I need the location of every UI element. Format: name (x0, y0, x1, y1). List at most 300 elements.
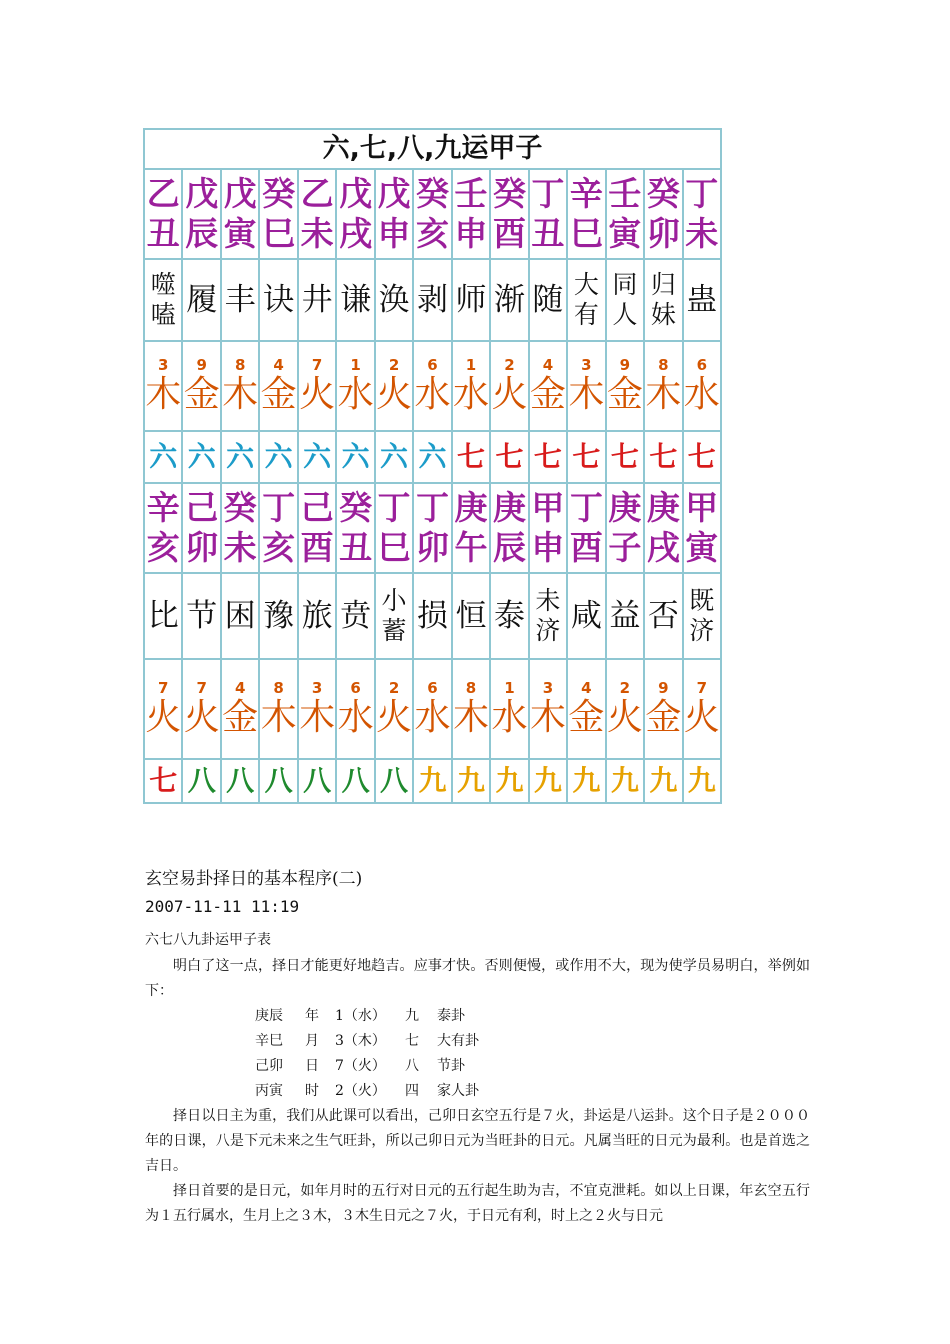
gua-yun: 九 (610, 764, 639, 797)
gua-name-cell (453, 260, 491, 340)
gua-char: 履 (186, 282, 218, 318)
yun-cell (453, 760, 491, 802)
wuxing-element: 水 (414, 373, 451, 415)
wuxing-element: 木 (222, 373, 259, 415)
gua-char: 妹 (650, 300, 676, 329)
number-element-cell (645, 342, 683, 430)
gua-name-cell (260, 260, 298, 340)
gua-char: 豫 (263, 598, 295, 634)
ganzhi-branch: 丑 (339, 528, 373, 567)
wuxing-element: 木 (529, 696, 566, 738)
gua-yun: 九 (495, 764, 524, 797)
gua-yun: 六 (341, 440, 370, 473)
ganzhi-cell (145, 170, 183, 258)
gua-char: 济 (689, 616, 715, 645)
yun-cell (376, 432, 414, 482)
yun-cell (222, 760, 260, 802)
number-element-cell (607, 342, 645, 430)
gua-name-cell (568, 574, 606, 658)
gua-yun: 九 (456, 764, 485, 797)
wuxing-element: 水 (414, 696, 451, 738)
gua-name-cell (145, 260, 183, 340)
yun-cell (607, 432, 645, 482)
number-element-cell (568, 660, 606, 758)
xuankong-number: 3 (311, 678, 323, 697)
ganzhi-branch: 酉 (492, 214, 526, 253)
gua-name-cell (530, 574, 568, 658)
ganzhi-cell (607, 484, 645, 572)
yun-cell (299, 760, 337, 802)
yun-cell (337, 760, 375, 802)
gua-char: 大 (573, 270, 599, 299)
gua-char: 同 (612, 270, 638, 299)
wuxing-element: 水 (491, 696, 528, 738)
case-gua: 大有卦 (437, 1033, 479, 1049)
number-element-cell (684, 342, 720, 430)
ganzhi-branch: 辰 (185, 214, 219, 253)
xuankong-number: 3 (581, 355, 592, 374)
wuxing-element: 火 (145, 696, 182, 738)
yun-cell (376, 760, 414, 802)
yun-cell (491, 760, 529, 802)
ganzhi-cell (260, 484, 298, 572)
gua-yun: 九 (687, 764, 716, 797)
ganzhi-branch: 未 (223, 528, 257, 567)
example-case-row (145, 1054, 810, 1079)
number-element-cell (299, 660, 337, 758)
ganzhi-stem: 癸 (339, 488, 373, 527)
xuankong-number: 2 (388, 678, 400, 697)
gua-yun: 七 (572, 440, 601, 473)
ganzhi-cell (568, 484, 606, 572)
ganzhi-cell (376, 170, 414, 258)
xuankong-number: 6 (696, 355, 708, 374)
gua-char: 恒 (455, 598, 487, 634)
wuxing-element: 金 (645, 696, 682, 738)
gua-char: 涣 (378, 282, 410, 318)
gua-char: 蛊 (686, 282, 718, 318)
wuxing-element: 火 (606, 696, 643, 738)
gua-char: 有 (573, 300, 599, 329)
xuankong-number: 1 (465, 355, 477, 374)
row-yun-1 (145, 432, 720, 484)
ganzhi-branch: 午 (454, 528, 488, 567)
gua-char: 谦 (340, 282, 372, 318)
ganzhi-stem: 癸 (646, 174, 680, 213)
case-gua: 家人卦 (437, 1083, 479, 1099)
case-unit: 年 (305, 1008, 319, 1024)
wuxing-element: 木 (260, 696, 297, 738)
case-unit: 时 (305, 1083, 319, 1099)
case-yun: 七 (405, 1033, 419, 1049)
gua-yun: 七 (495, 440, 524, 473)
ganzhi-cell (568, 170, 606, 258)
number-element-cell (299, 342, 337, 430)
ganzhi-stem: 丁 (416, 488, 450, 527)
xuankong-number: 8 (273, 678, 284, 697)
ganzhi-stem: 庚 (454, 488, 488, 527)
gua-name-cell (645, 574, 683, 658)
xuankong-number: 4 (542, 355, 554, 374)
xuankong-number: 7 (196, 678, 207, 697)
yun-cell (530, 760, 568, 802)
gua-name-cell (183, 574, 221, 658)
wuxing-element: 金 (568, 696, 605, 738)
number-element-cell (684, 660, 720, 758)
gua-char: 节 (186, 598, 218, 634)
gua-char: 泰 (493, 598, 525, 634)
xuankong-number: 9 (196, 355, 207, 374)
ganzhi-cell (183, 170, 221, 258)
ganzhi-cell (607, 170, 645, 258)
row-ganzhi-1 (145, 170, 720, 260)
wuxing-element: 木 (145, 373, 182, 415)
row-ganzhi-2 (145, 484, 720, 574)
case-gua: 泰卦 (437, 1008, 465, 1024)
ganzhi-stem: 戊 (185, 174, 219, 213)
ganzhi-stem: 丁 (569, 488, 603, 527)
xuankong-number: 3 (542, 678, 554, 697)
yun-cell (684, 760, 720, 802)
number-element-cell (530, 342, 568, 430)
case-unit: 日 (305, 1058, 319, 1074)
xuankong-number: 7 (158, 678, 169, 697)
wuxing-element: 金 (183, 373, 220, 415)
case-number: 3（木） (335, 1033, 386, 1049)
number-element-cell (645, 660, 683, 758)
ganzhi-stem: 癸 (416, 174, 450, 213)
number-element-cell (376, 342, 414, 430)
ganzhi-branch: 申 (377, 214, 411, 253)
gua-name-cell (491, 574, 529, 658)
ganzhi-cell (222, 484, 260, 572)
gua-name-cell (222, 260, 260, 340)
gua-yun: 八 (226, 764, 255, 797)
ganzhi-branch: 寅 (223, 214, 257, 253)
gua-name-cell (337, 574, 375, 658)
ganzhi-branch: 卯 (185, 528, 219, 567)
gua-name-cell (607, 574, 645, 658)
gua-name-cell (568, 260, 606, 340)
ganzhi-cell (684, 484, 720, 572)
gua-yun: 六 (264, 440, 293, 473)
ganzhi-stem: 戊 (339, 174, 373, 213)
ganzhi-branch: 丑 (531, 214, 565, 253)
number-element-cell (183, 342, 221, 430)
gua-name-cell (183, 260, 221, 340)
ganzhi-stem: 丁 (685, 174, 719, 213)
number-element-cell (491, 660, 529, 758)
gua-name-cell (684, 574, 720, 658)
gua-name-cell (414, 574, 452, 658)
ganzhi-cell (260, 170, 298, 258)
ganzhi-branch: 寅 (685, 528, 719, 567)
number-element-cell (222, 342, 260, 430)
wuxing-element: 火 (491, 373, 528, 415)
ganzhi-branch: 申 (454, 214, 488, 253)
xuankong-number: 6 (427, 355, 438, 374)
number-element-cell (145, 660, 183, 758)
ganzhi-cell (684, 170, 720, 258)
gua-name-cell (607, 260, 645, 340)
ganzhi-stem: 乙 (300, 174, 334, 213)
gua-yun: 九 (572, 764, 601, 797)
yun-cell (260, 760, 298, 802)
case-ganzhi: 庚辰 (255, 1008, 283, 1024)
case-number: 2（火） (335, 1083, 386, 1099)
gua-char: 噬 (150, 270, 176, 299)
ganzhi-cell (645, 170, 683, 258)
example-case-row (145, 1079, 810, 1104)
ganzhi-branch: 寅 (608, 214, 642, 253)
ganzhi-cell (645, 484, 683, 572)
ganzhi-stem: 甲 (531, 488, 565, 527)
row-number-2 (145, 660, 720, 760)
gua-char: 咸 (570, 598, 602, 634)
ganzhi-stem: 乙 (146, 174, 180, 213)
gua-char: 损 (417, 598, 449, 634)
wuxing-element: 水 (452, 373, 489, 415)
wuxing-element: 木 (299, 696, 336, 738)
ganzhi-branch: 酉 (300, 528, 334, 567)
gua-char: 益 (609, 598, 641, 634)
wuxing-element: 火 (683, 696, 720, 738)
ganzhi-stem: 辛 (569, 174, 603, 213)
yun-cell (684, 432, 720, 482)
ganzhi-cell (491, 170, 529, 258)
article-title: 玄空易卦择日的基本程序(二) (145, 869, 363, 889)
xuankong-number: 1 (350, 355, 361, 374)
gua-char: 蓄 (381, 616, 407, 645)
gua-yun: 六 (380, 440, 409, 473)
gua-char: 嗑 (150, 300, 176, 329)
row-gua-2 (145, 574, 720, 660)
gua-char: 比 (147, 598, 179, 634)
yun-cell (145, 760, 183, 802)
example-case-row (145, 1029, 810, 1054)
gua-char: 人 (612, 300, 638, 329)
ganzhi-cell (337, 170, 375, 258)
ganzhi-stem: 庚 (608, 488, 642, 527)
ganzhi-cell (376, 484, 414, 572)
ganzhi-branch: 未 (300, 214, 334, 253)
wuxing-element: 火 (183, 696, 220, 738)
number-element-cell (260, 342, 298, 430)
ganzhi-cell (145, 484, 183, 572)
ganzhi-stem: 丁 (377, 488, 411, 527)
yun-cell (299, 432, 337, 482)
ganzhi-stem: 己 (185, 488, 219, 527)
xuankong-number: 8 (234, 355, 246, 374)
xuankong-number: 6 (350, 678, 361, 697)
xuankong-number: 2 (388, 355, 400, 374)
gua-name-cell (260, 574, 298, 658)
wuxing-element: 水 (337, 696, 374, 738)
ganzhi-stem: 丁 (262, 488, 296, 527)
gua-name-cell (376, 260, 414, 340)
gua-yun: 九 (418, 764, 447, 797)
yun-cell (568, 432, 606, 482)
xuankong-number: 7 (696, 678, 708, 697)
gua-name-cell (684, 260, 720, 340)
ganzhi-cell (414, 170, 452, 258)
case-unit: 月 (305, 1033, 319, 1049)
gua-char: 旅 (301, 598, 333, 634)
gua-yun: 六 (418, 440, 447, 473)
ganzhi-branch: 戌 (646, 528, 680, 567)
xuankong-number: 2 (504, 355, 515, 374)
gua-name-cell (299, 260, 337, 340)
ganzhi-stem: 甲 (685, 488, 719, 527)
gua-char: 济 (535, 616, 561, 645)
gua-char: 井 (301, 282, 333, 318)
case-number: 7（火） (335, 1058, 386, 1074)
gua-yun: 八 (187, 764, 216, 797)
ganzhi-stem: 壬 (608, 174, 642, 213)
gua-yun: 六 (303, 440, 332, 473)
gua-yun: 六 (187, 440, 216, 473)
ganzhi-stem: 辛 (146, 488, 180, 527)
xuankong-number: 4 (234, 678, 246, 697)
ganzhi-branch: 亥 (146, 528, 180, 567)
gua-char: 渐 (493, 282, 525, 318)
gua-yun: 七 (533, 440, 562, 473)
ganzhi-branch: 辰 (492, 528, 526, 567)
ganzhi-branch: 酉 (569, 528, 603, 567)
case-number: 1（水） (335, 1008, 386, 1024)
number-element-cell (530, 660, 568, 758)
ganzhi-cell (337, 484, 375, 572)
case-yun: 八 (405, 1058, 419, 1074)
number-element-cell (453, 342, 491, 430)
gua-yun: 八 (380, 764, 409, 797)
yun-cell (260, 432, 298, 482)
paragraph-principle: 择日首要的是日元，如年月时的五行对日元的五行起生助为吉，不宜克泄耗。如以上日课，年玄空五行为１五行属水，生月上之３木，３木生日元之７火，于日元有利，时上之２火与日元 (145, 1183, 810, 1224)
ganzhi-branch: 戌 (339, 214, 373, 253)
case-gua: 节卦 (437, 1058, 465, 1074)
ganzhi-cell (299, 484, 337, 572)
yun-cell (530, 432, 568, 482)
ganzhi-branch: 子 (608, 528, 642, 567)
number-element-cell (491, 342, 529, 430)
row-gua-1 (145, 260, 720, 342)
yun-cell (607, 760, 645, 802)
case-yun: 九 (405, 1008, 419, 1024)
yun-cell (222, 432, 260, 482)
ganzhi-cell (414, 484, 452, 572)
gua-name-cell (145, 574, 183, 658)
wuxing-element: 木 (645, 373, 682, 415)
ganzhi-cell (183, 484, 221, 572)
wuxing-element: 金 (222, 696, 259, 738)
paragraph-intro: 明白了这一点，择日才能更好地趋吉。应事才快。否则便慢，或作用不大，现为使学员易明白，举例如下： (145, 958, 810, 999)
wuxing-element: 金 (260, 373, 297, 415)
yun-cell (183, 760, 221, 802)
number-element-cell (414, 342, 452, 430)
gua-yun: 六 (226, 440, 255, 473)
case-yun: 四 (405, 1083, 419, 1099)
ganzhi-stem: 戊 (377, 174, 411, 213)
case-ganzhi: 丙寅 (255, 1083, 283, 1099)
gua-yun: 八 (303, 764, 332, 797)
xuankong-number: 6 (427, 678, 438, 697)
gua-yun: 七 (610, 440, 639, 473)
gua-name-cell (414, 260, 452, 340)
number-element-cell (183, 660, 221, 758)
gua-char: 否 (647, 598, 679, 634)
wuxing-element: 火 (299, 373, 336, 415)
gua-yun: 七 (649, 440, 678, 473)
gua-name-cell (299, 574, 337, 658)
gua-yun: 七 (149, 764, 178, 797)
gua-name-cell (491, 260, 529, 340)
wuxing-element: 木 (568, 373, 605, 415)
ganzhi-stem: 癸 (262, 174, 296, 213)
wuxing-element: 水 (337, 373, 374, 415)
number-element-cell (376, 660, 414, 758)
article (145, 868, 810, 1229)
gua-char: 随 (532, 282, 564, 318)
ganzhi-stem: 己 (300, 488, 334, 527)
number-element-cell (337, 660, 375, 758)
gua-yun: 九 (533, 764, 562, 797)
hexagram-table (143, 128, 722, 804)
number-element-cell (260, 660, 298, 758)
gua-char: 贲 (340, 598, 372, 634)
yun-cell (453, 432, 491, 482)
example-cases (145, 1004, 810, 1104)
paragraph-analysis: 择日以日主为重，我们从此课可以看出，己卯日玄空五行是７火，卦运是八运卦。这个日子是２０００年的日课，八是下元未来之生气旺卦，所以己卯日元为当旺卦的日元。凡属当旺的日元为最利。也是首选之吉日。 (145, 1108, 810, 1174)
gua-name-cell (337, 260, 375, 340)
ganzhi-branch: 未 (685, 214, 719, 253)
ganzhi-stem: 丁 (531, 174, 565, 213)
gua-char: 归 (650, 270, 676, 299)
table-title: 六,七,八,九运甲子 (145, 130, 720, 170)
number-element-cell (337, 342, 375, 430)
ganzhi-cell (453, 170, 491, 258)
ganzhi-stem: 庚 (492, 488, 526, 527)
ganzhi-branch: 卯 (416, 528, 450, 567)
xuankong-number: 8 (465, 678, 477, 697)
gua-yun: 七 (456, 440, 485, 473)
xuankong-number: 1 (504, 678, 515, 697)
case-ganzhi: 辛巳 (255, 1033, 283, 1049)
number-element-cell (145, 342, 183, 430)
yun-cell (337, 432, 375, 482)
gua-yun: 六 (149, 440, 178, 473)
gua-name-cell (376, 574, 414, 658)
gua-char: 剥 (417, 282, 449, 318)
wuxing-element: 木 (452, 696, 489, 738)
gua-char: 困 (224, 598, 256, 634)
xuankong-number: 8 (658, 355, 669, 374)
xuankong-number: 9 (658, 678, 669, 697)
ganzhi-cell (299, 170, 337, 258)
ganzhi-branch: 巳 (569, 214, 603, 253)
yun-cell (568, 760, 606, 802)
ganzhi-cell (453, 484, 491, 572)
ganzhi-branch: 亥 (262, 528, 296, 567)
example-case-row (145, 1004, 810, 1029)
ganzhi-cell (491, 484, 529, 572)
gua-name-cell (453, 574, 491, 658)
wuxing-element: 火 (376, 373, 413, 415)
wuxing-element: 火 (376, 696, 413, 738)
yun-cell (491, 432, 529, 482)
yun-cell (145, 432, 183, 482)
ganzhi-branch: 巳 (262, 214, 296, 253)
ganzhi-cell (530, 484, 568, 572)
